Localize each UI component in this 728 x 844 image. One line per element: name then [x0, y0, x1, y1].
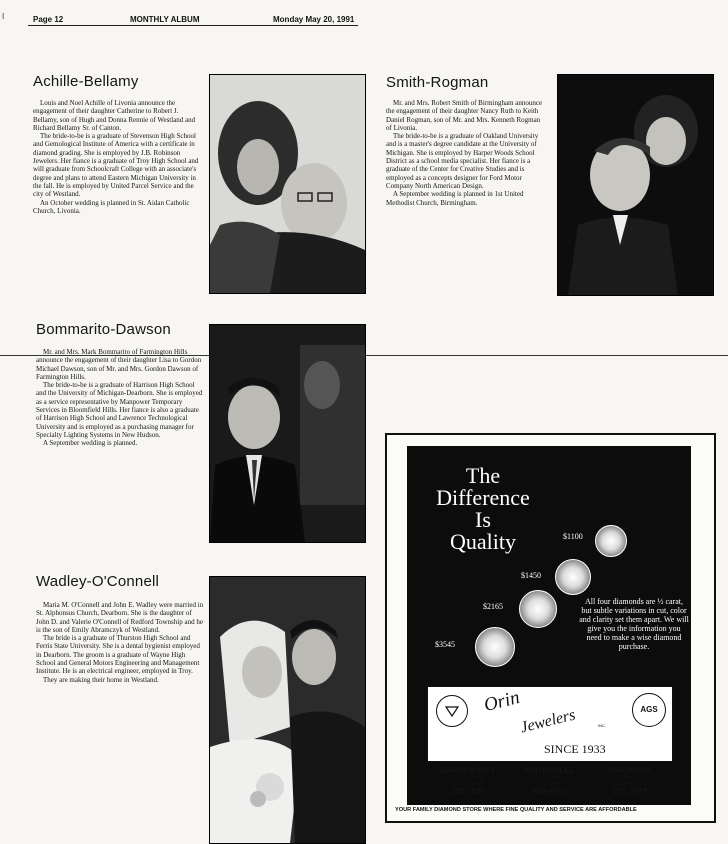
store-phone: 227-4977: [613, 787, 647, 796]
store-location: [591, 766, 669, 796]
paragraph: The bride-to-be is a graduate of Oakland University and is a master's degree candidate at the University of Michigan. She is employed by Harper Woods School District as a school media specialist. Her fiance is a graduate of the Center for Creative Studies and is employed as a concepts designer for Ford Motor Company North American Design.: [386, 132, 539, 190]
store-address-cross: at Middlebelt: [452, 781, 484, 787]
ad-description: All four diamonds are ½ carat, but subtle variations in cut, color and clarity set them apart. We will give you the information you need to make a wise diamond purchase.: [579, 597, 689, 651]
paragraph: Mr. and Mrs. Mark Bommarito of Farmington Hills announce the engagement of their daughter Lisa to Gordon Michael Dawson, son of Mr. and Mrs. Gordon Dawson of Farmington Hills.: [36, 348, 202, 381]
logo-inc: INC.: [598, 723, 606, 728]
paragraph: The bride is a graduate of Thurston High School and Ferris State University. She is a dental hygienist employed in Dearborn. The groom is a graduate of Wayne High School and General Motors Engineering and Management Institute. He is an electrical engineer, employed in Troy.: [36, 634, 200, 676]
article-smith-rogman: [386, 99, 546, 207]
photo-achille-bellamy: [209, 74, 366, 294]
ad-title-line: Quality: [450, 529, 516, 554]
price-label: $2165: [483, 602, 503, 611]
headline-achille-bellamy: Achille-Bellamy: [33, 73, 139, 90]
headline-smith-rogman: Smith-Rogman: [386, 74, 489, 91]
paragraph: An October wedding is planned in St. Aidan Catholic Church, Livonia.: [33, 198, 190, 215]
page-number: Page 12: [33, 15, 64, 24]
store-phone: 422-7030: [451, 787, 485, 796]
paragraph: The bride-to-be is a graduate of Harrison High School and the University of Michigan-Dearborn. She is employed as a service representative by Manpower Temporary Services in Bloomfield Hills. Her fiance is also a graduate of Harrison High School and Lawrence Technological University and is employed as a purchasing manager for Specialty Lighting Systems in New Hudson.: [36, 381, 203, 439]
paragraph: They are making their home in Westland.: [43, 675, 159, 684]
diamond-icon: [595, 525, 627, 557]
margin-mark: I: [2, 12, 5, 21]
photo-bommarito-dawson: [209, 324, 366, 543]
logo-orin: Orin: [481, 686, 522, 717]
store-city: GARDEN CITY: [440, 766, 496, 775]
ad-headline: [423, 465, 543, 553]
headline-bommarito-dawson: Bommarito-Dawson: [36, 321, 171, 338]
diamond-icon: [519, 590, 557, 628]
paragraph: Maria M. O'Connell and John E. Wadley were married in St. Alphonsus Church, Dearborn. She is the daughter of John D. and Valerie O'Connell of Redford Township and he is the son of Emily Abramczyk of Westland.: [36, 601, 204, 634]
article-bommarito-dawson: [36, 348, 204, 448]
photo-wadley-oconnell: [209, 576, 366, 844]
logo-jewelers: Jewelers: [518, 706, 578, 737]
ad-title-line: Is: [475, 507, 491, 532]
section-name: MONTHLY ALBUM: [130, 15, 200, 24]
ags-seal-text: AGS: [640, 705, 658, 714]
store-city: NORTHVILLE: [523, 766, 575, 775]
article-achille-bellamy: [33, 99, 199, 215]
price-label: $1450: [521, 571, 541, 580]
headline-wadley-oconnell: Wadley-O'Connell: [36, 573, 160, 590]
article-wadley-oconnell: [36, 601, 204, 684]
store-address: 2934 Ford Rd.: [450, 775, 486, 781]
left-seal-icon: [436, 695, 468, 727]
ad-title-line: The: [465, 463, 501, 488]
diamond-icon: [555, 559, 591, 595]
store-location: [429, 766, 507, 796]
ad-title-line: Difference: [436, 485, 530, 510]
store-address-cross: Brighton Mall: [613, 781, 647, 787]
ags-seal-icon: [632, 693, 666, 727]
paragraph: Mr. and Mrs. Robert Smith of Birmingham announce the engagement of their daughter Nancy Ruth to Keith Daniel Rogman, son of Mr. and Mrs. Kenneth Rogman of Livonia.: [386, 99, 543, 132]
orin-jewelers-ad: [385, 433, 716, 823]
diamond-icon: [475, 627, 515, 667]
paragraph: The bride-to-be is a graduate of Stevenson High School and Gemological Institute of America with a certificate in diamond grading. She is employed by J.B. Robinson Jewelers. Her fiance is a graduate of Troy High School and will graduate from Schoolcraft College with an associate's degree and plans to attend Eastern Michigan University in the fall. He is employed by United Parcel Service and the city of Westland.: [33, 132, 199, 199]
store-location: [511, 766, 587, 796]
paragraph: Louis and Noel Achille of Livonia announce the engagement of their daughter Catherine to Robert J. Bellamy, son of Hugh and Donna Rennie of Westland and Richard Bellamy Sr. of Canton.: [33, 99, 196, 132]
header-rule: [28, 25, 358, 26]
store-address: 8430 Grand River: [608, 775, 652, 781]
since-line: SINCE 1933: [544, 742, 606, 756]
issue-date: Monday May 20, 1991: [273, 15, 355, 24]
photo-smith-rogman: [557, 74, 714, 296]
ad-logo-panel: [427, 686, 673, 762]
store-address: 101 E. Main: [534, 775, 564, 781]
paragraph: A September wedding is planned in 1st United Methodist Church, Birmingham.: [386, 190, 524, 207]
price-label: $3545: [435, 640, 455, 649]
ad-tagline: YOUR FAMILY DIAMOND STORE WHERE FINE QUALITY AND SERVICE ARE AFFORDABLE: [395, 807, 637, 813]
price-label: $1100: [563, 532, 583, 541]
store-address-cross: at Center: [537, 781, 561, 787]
paragraph: A September wedding is planned.: [43, 439, 138, 448]
store-city: BRIGHTON: [608, 766, 652, 775]
store-phone: 349-6940: [532, 787, 566, 796]
